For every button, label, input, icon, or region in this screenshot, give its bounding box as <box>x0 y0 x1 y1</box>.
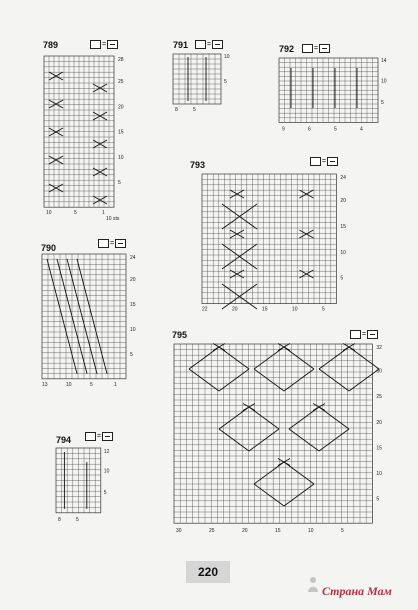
cable-cross <box>49 156 63 164</box>
page-number: 220 <box>186 561 230 583</box>
row-label-top: 12 <box>103 449 110 455</box>
row-label: 30 <box>376 368 382 375</box>
col-label: 15 <box>275 528 281 535</box>
pattern-793-chart <box>200 170 350 316</box>
pattern-791-key: = <box>195 40 223 49</box>
cable-cross <box>243 404 255 411</box>
cable-line <box>319 369 349 391</box>
cable-cross <box>49 72 63 80</box>
row-label: 10 <box>376 471 382 477</box>
col-label: 20 <box>232 306 238 313</box>
pattern-792-number: 792 <box>279 44 295 54</box>
watermark-text: Страна Мам <box>322 584 392 598</box>
col-label: 10 <box>308 528 314 535</box>
cable-line <box>289 407 319 429</box>
col-label: 5 <box>76 516 79 523</box>
pattern-789-chart <box>40 52 140 223</box>
col-label: 10 <box>66 381 72 388</box>
cable-cross <box>93 84 107 92</box>
cable-line <box>349 347 379 369</box>
col-label: 5 <box>322 306 325 313</box>
col-label: 10 <box>292 306 298 313</box>
pattern-792-chart <box>277 56 387 138</box>
col-label-extra: 10 sts <box>106 216 120 223</box>
row-label-top: 32 <box>376 345 382 351</box>
col-label: 9 <box>282 126 285 133</box>
pattern-789-number: 789 <box>43 40 59 50</box>
site-logo-icon <box>306 576 320 592</box>
row-label: 5 <box>224 79 227 85</box>
pattern-791-number: 791 <box>173 40 189 50</box>
pattern-792-key: = <box>302 44 330 53</box>
cable-cross <box>49 184 63 192</box>
col-label: 25 <box>209 528 215 535</box>
pattern-791-chart <box>171 52 233 114</box>
pattern-794-chart <box>54 446 112 524</box>
cable-cross <box>299 230 313 238</box>
row-label: 10 <box>381 78 387 85</box>
row-label-top: 10 <box>224 54 230 60</box>
cable-cross <box>230 230 244 238</box>
pattern-790-key: = <box>98 239 126 248</box>
cable-cross <box>93 140 107 148</box>
pattern-795-key: = <box>350 330 378 339</box>
row-label-top: 24 <box>130 255 136 261</box>
cable-line <box>319 347 349 369</box>
row-label: 20 <box>118 104 124 111</box>
row-label: 10 <box>130 326 136 333</box>
grid <box>173 54 221 104</box>
col-label: 5 <box>193 107 196 113</box>
row-label: 20 <box>376 419 382 426</box>
col-label: 22 <box>202 306 208 313</box>
pattern-790-chart <box>38 252 142 394</box>
cable-line <box>284 462 314 484</box>
col-label: 13 <box>42 381 48 388</box>
row-label: 15 <box>130 301 136 308</box>
row-label: 5 <box>103 490 107 497</box>
row-label: 25 <box>118 79 124 86</box>
cable-line <box>319 429 349 451</box>
row-label: 20 <box>340 197 346 204</box>
cable-cross <box>313 404 325 411</box>
grid <box>42 254 126 379</box>
cable-line <box>349 369 379 391</box>
col-label: 5 <box>334 126 337 133</box>
col-label: 20 <box>242 528 248 535</box>
col-label: 1 <box>102 210 105 217</box>
col-label: 5 <box>74 210 77 217</box>
pattern-794-number: 794 <box>56 435 72 445</box>
col-label: 8 <box>58 516 61 523</box>
pattern-795-chart <box>170 342 388 540</box>
grid <box>56 448 101 513</box>
col-label: 10 <box>46 210 52 217</box>
pattern-793-key: = <box>310 157 338 166</box>
cable-line <box>289 429 319 451</box>
row-label-top: 14 <box>381 58 387 64</box>
cable-line <box>319 407 349 429</box>
pattern-790-number: 790 <box>41 243 57 253</box>
col-label: 5 <box>90 381 93 388</box>
cable-cross <box>93 196 107 204</box>
row-label: 10 <box>340 249 346 256</box>
row-label: 5 <box>340 275 344 282</box>
col-label: 8 <box>175 107 178 113</box>
pattern-795-number: 795 <box>172 330 188 340</box>
cable-cross <box>230 190 244 198</box>
cable-cross <box>49 128 63 136</box>
cable-cross <box>49 100 63 108</box>
row-label: 5 <box>381 99 384 106</box>
col-label: 6 <box>308 126 311 133</box>
row-label: 15 <box>376 445 382 452</box>
row-label-top: 24 <box>340 175 346 181</box>
row-label: 5 <box>118 180 121 186</box>
cable-cross <box>278 459 290 466</box>
row-label-top: 28 <box>118 57 124 63</box>
cable-line <box>189 347 219 369</box>
col-label: 30 <box>176 528 182 535</box>
row-label: 15 <box>118 129 124 136</box>
cable-cross <box>299 190 313 198</box>
row-label: 10 <box>103 468 110 475</box>
cable-line <box>249 407 279 429</box>
row-label: 20 <box>130 276 136 283</box>
pattern-793-number: 793 <box>190 160 206 170</box>
row-label: 25 <box>376 394 382 401</box>
row-label: 5 <box>376 496 380 503</box>
cable-line <box>284 484 314 506</box>
cable-line <box>189 369 219 391</box>
cable-cross <box>93 112 107 120</box>
cable-line <box>249 429 279 451</box>
pattern-789-key: = <box>90 40 118 49</box>
cable-line <box>284 369 314 391</box>
pattern-794-key: = <box>85 432 113 441</box>
col-label: 15 <box>262 306 268 313</box>
row-label: 10 <box>118 154 124 161</box>
cable-line <box>284 347 314 369</box>
row-label: 5 <box>130 351 133 358</box>
col-label: 5 <box>341 528 344 535</box>
col-label: 1 <box>114 381 117 388</box>
grid <box>279 58 378 122</box>
row-label: 15 <box>340 223 346 230</box>
col-label: 4 <box>360 126 363 133</box>
